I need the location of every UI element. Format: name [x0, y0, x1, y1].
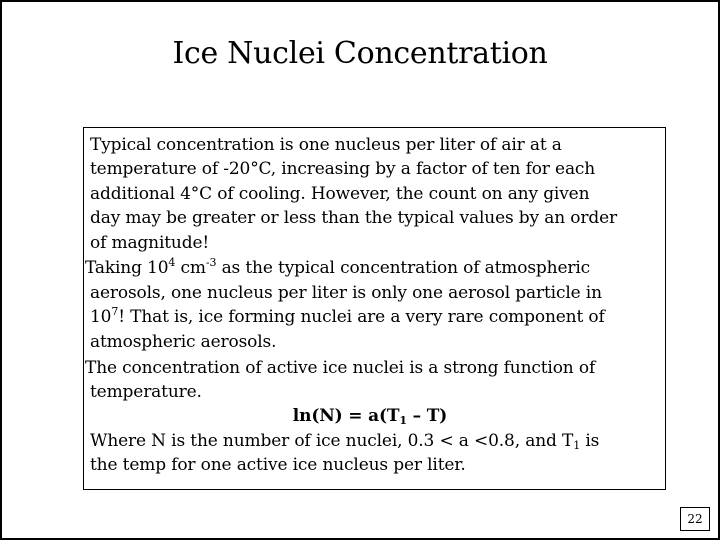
paragraph-typical-concentration — [84, 133, 674, 255]
text-line: additional 4°C of cooling. However, the count on any given — [90, 183, 590, 204]
paragraph-active-ice-nuclei — [84, 356, 674, 405]
slide-title: Ice Nuclei Concentration — [172, 36, 548, 71]
text-line: aerosols, one nucleus per liter is only one aerosol particle in — [90, 282, 602, 303]
paragraph-aerosols — [84, 256, 674, 354]
paragraph-where — [84, 429, 674, 478]
text-line: atmospheric aerosols. — [90, 331, 277, 352]
text-line: temperature of -20°C, increasing by a factor of ten for each — [90, 159, 596, 180]
text-line: Taking $10^4$ $cm^{-3}$ as the typical concentration of atmospheric — [85, 256, 591, 279]
text-line: Where N is the number of ice nuclei, 0.3 < a <0.8, and $T_1$ is — [90, 430, 600, 452]
text-line: temperature. — [90, 381, 202, 402]
text-line: day may be greater or less than the typical values by an order — [90, 208, 617, 229]
text-line: of magnitude! — [90, 232, 210, 253]
slide-body — [84, 133, 674, 477]
page-number: 22 — [680, 507, 710, 531]
formula: $\ln(N) = a(T_1 - T)$ — [292, 406, 448, 428]
text-line: $10^7$! That is, ice forming nuclei are a very rare component of — [90, 305, 605, 328]
text-line: Typical concentration is one nucleus per liter of air at a — [90, 135, 562, 155]
text-line: The concentration of active ice nuclei is a strong function of — [85, 357, 596, 378]
text-line: the temp for one active ice nucleus per liter. — [90, 455, 466, 476]
